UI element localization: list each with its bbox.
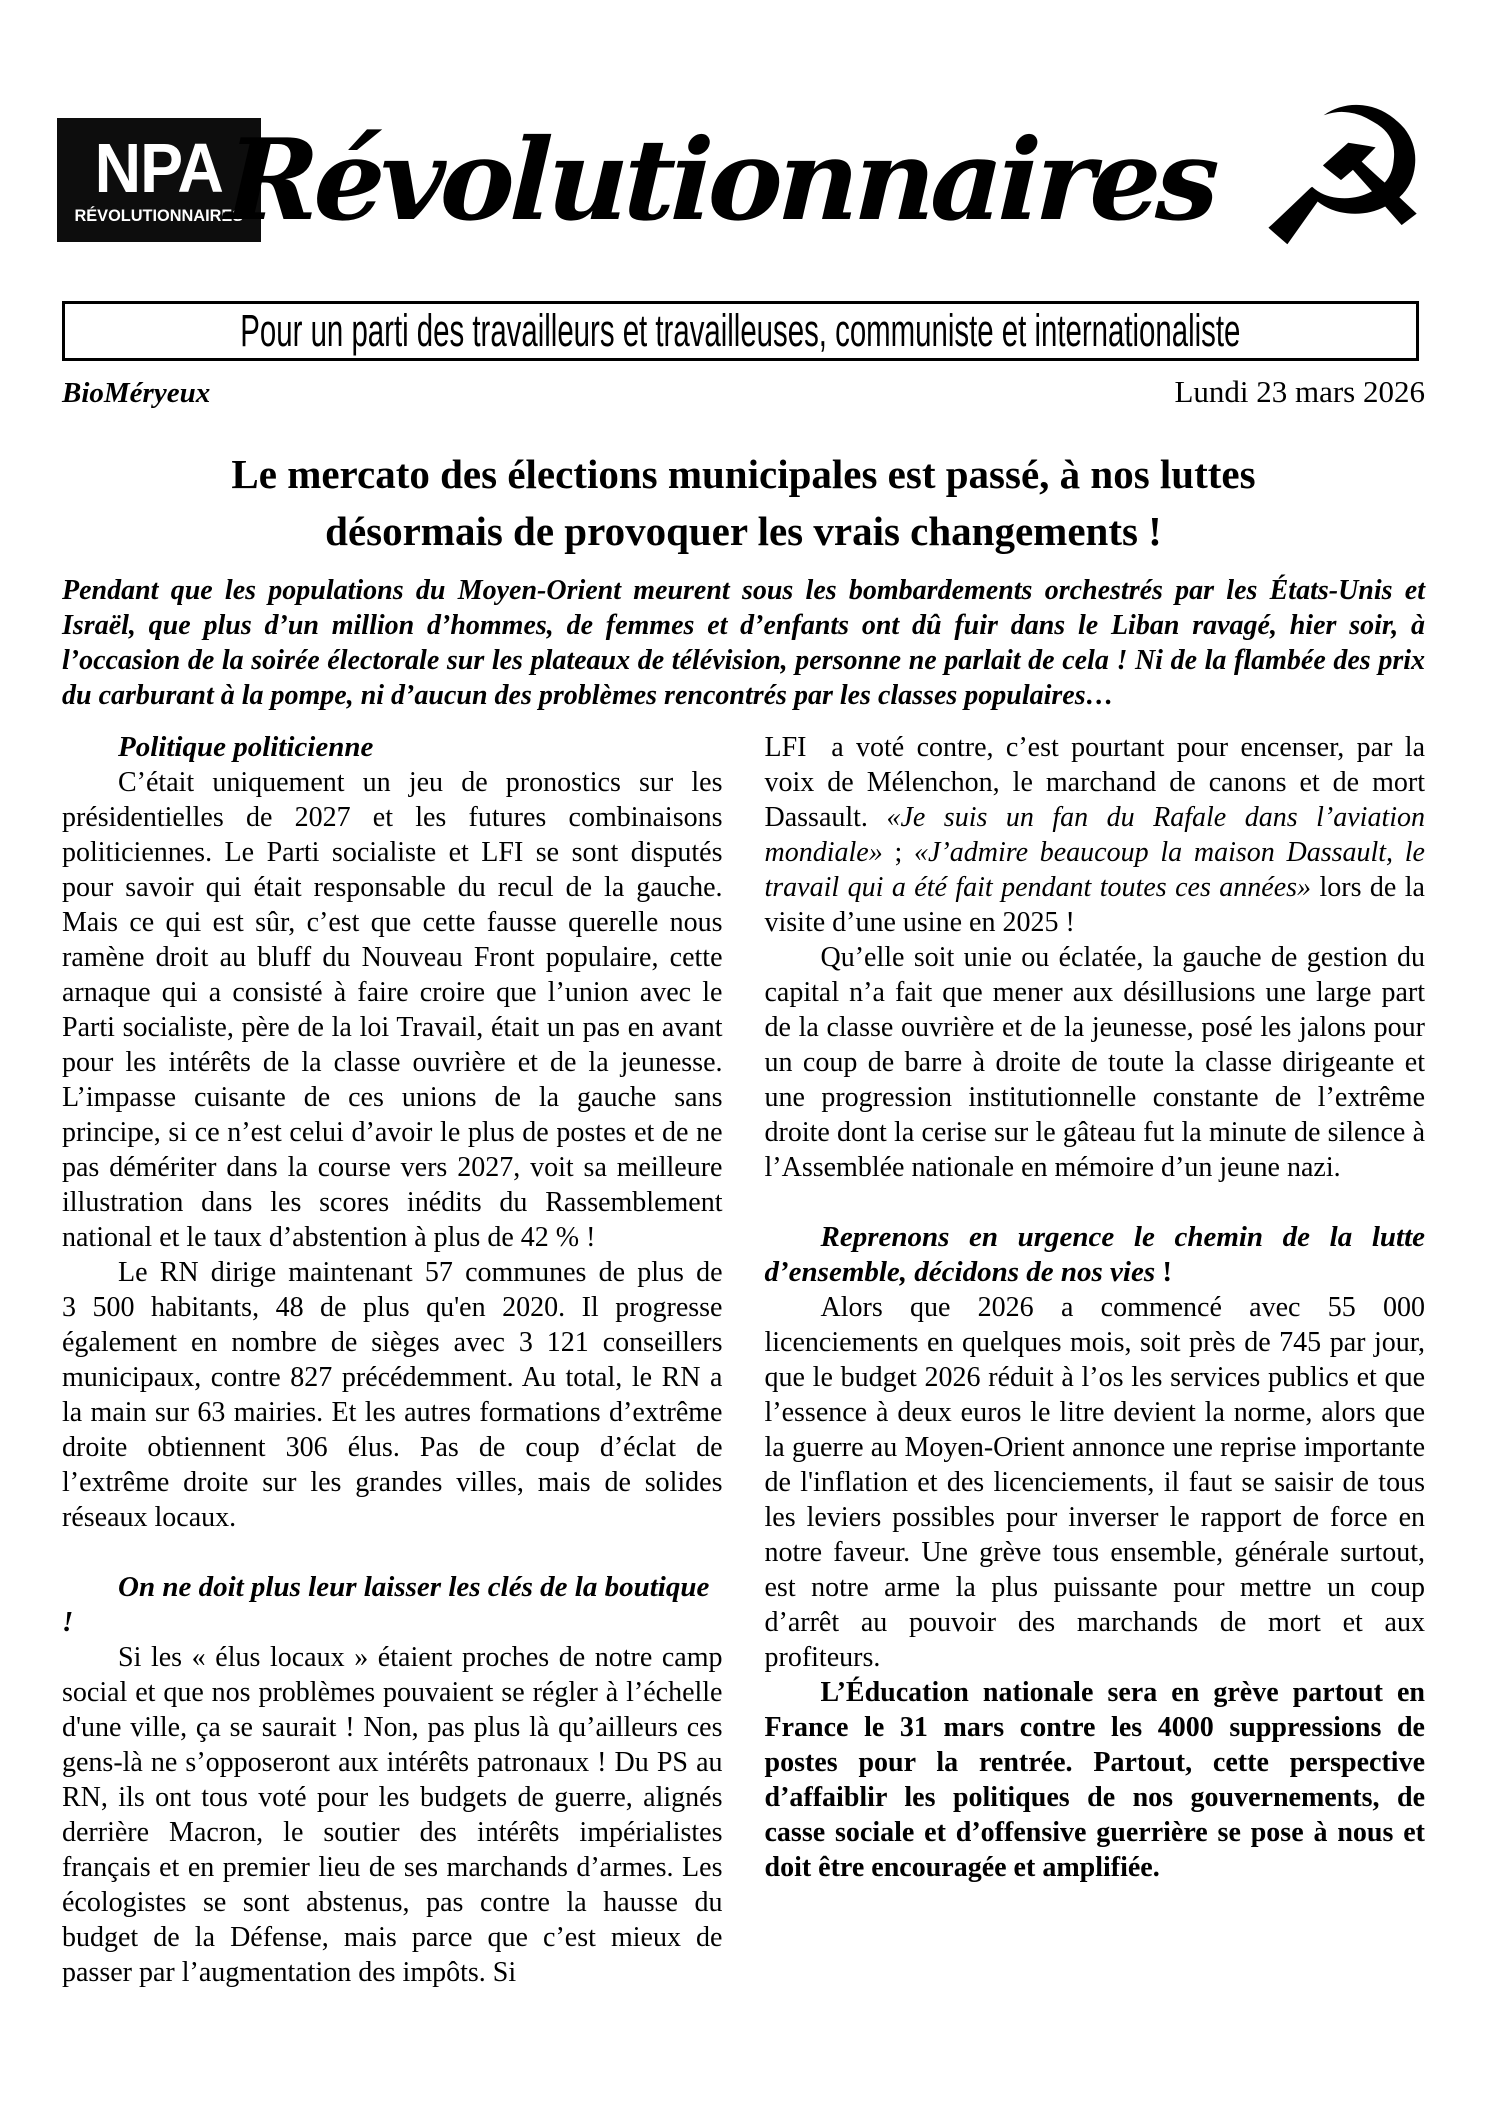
- section-heading-reprenons-text: Reprenons en urgence le chemin de la lutte d’ensemble, décidons de nos vies: [764, 1221, 1425, 1288]
- section-heading-reprenons: [765, 1220, 1426, 1290]
- paragraph-4-separator: ;: [882, 837, 914, 868]
- article-title-line2: désormais de provoquer les vrais changements !: [325, 508, 1162, 554]
- left-column: [62, 730, 723, 1990]
- melenchon-quote-1: «Je suis un fan du Rafale dans l’aviation mondiale»: [764, 802, 1425, 868]
- paragraph-5: Qu’elle soit unie ou éclatée, la gauche de gestion du capital n’a fait que mener aux désillusions une large part de la classe ouvrière et de la jeunesse, posé les jalons pour un coup de barre à droite de toute la classe dirigeante et une progression institutionnelle constante de l’extrême droite dont la cerise sur le gâteau fut la minute de silence à l’Assemblée nationale en mémoire d’un jeune nazi.: [764, 942, 1425, 1183]
- melenchon-quote-2: «J’admire beaucoup la maison Dassault, le travail qui a été fait pendant toutes ces années»: [764, 837, 1425, 903]
- right-column: [765, 730, 1426, 1990]
- hammer-sickle-icon: ☭: [1245, 56, 1448, 307]
- article-title-line1: Le mercato des élections municipales est passé, à nos luttes: [231, 451, 1256, 497]
- issue-date: Lundi 23 mars 2026: [1174, 374, 1425, 409]
- article-lede: Pendant que les populations du Moyen-Orient meurent sous les bombardements orchestrés par les États-Unis et Israël, que plus d’un million d’hommes, de femmes et d’enfants ont dû fuir dans le Liban ravagé, hier soir, à l’occasion de la soirée électorale sur les plateaux de télévision, personne ne parlait de cela ! Ni de la flambée des prix du carburant à la pompe, ni d’aucun des problèmes rencontrés par les classes populaires…: [62, 575, 1425, 711]
- paragraph-1: C’était uniquement un jeu de pronostics sur les présidentielles de 2027 et les futures combinaisons politiciennes. Le Parti socialiste et LFI se sont disputés pour savoir qui était responsable du recul de la gauche. Mais ce qui est sûr, c’est que cette fausse querelle nous ramène droit au bluff du Nouveau Front populaire, cette arnaque qui a consisté à faire croire que l’union avec le Parti socialiste, père de la loi Travail, était un pas en avant pour les intérêts de la classe ouvrière et de la jeunesse. L’impasse cuisante de ces unions de la gauche sans principe, si ce n’est celui d’avoir le plus de postes et de ne pas démériter dans la course vers 2027, voit sa meilleure illustration dans les scores inédits du Rassemblement national et le taux d’abstention à plus de 42 % !: [62, 767, 723, 1253]
- tagline-text: Pour un parti des travailleurs et travailleuses, communiste et internationaliste: [240, 305, 1241, 356]
- npa-logo-subtext: RÉVOLUTIONNAIRES: [74, 206, 244, 225]
- paragraph-7-bold: L’Éducation nationale sera en grève partout en France le 31 mars contre les 4000 suppressions de postes pour la rentrée. Partout, cette perspective d’affaiblir les politiques de nos gouvernements, de casse sociale et d’offensive guerrière se pose à nous et doit être encouragée et amplifiée.: [764, 1677, 1425, 1883]
- article: [62, 446, 1425, 1990]
- tagline-banner: [62, 301, 1419, 361]
- paragraph-3: Si les « élus locaux » étaient proches de notre camp social et que nos problèmes pouvaient se régler à l’échelle d'une ville, ça se saurait ! Non, pas plus là qu’ailleurs ces gens-là ne s’opposeront aux intérêts patronaux ! Du PS au RN, ils ont tous voté pour les budgets de guerre, alignés derrière Macron, le soutier des intérêts impérialistes français et en premier lieu de ses marchands d’armes. Les écologistes se sont abstenus, pas contre la hausse du budget de la Défense, mais parce que c’est mieux de passer par l’augmentation des impôts. Si: [62, 1642, 723, 1988]
- section-heading-boutique: On ne doit plus leur laisser les clés de la boutique !: [62, 1571, 710, 1638]
- paragraph-4-end: lors de la visite d’une usine en 2025 !: [764, 872, 1425, 938]
- section-heading-reprenons-exclamation: !: [1155, 1256, 1173, 1288]
- article-columns: [62, 730, 1425, 1990]
- masthead-title: Révolutionnaires: [223, 115, 1217, 246]
- paragraph-4-text: LFI a voté contre, c’est pourtant pour encenser, par la voix de Mélenchon, le marchand de canons et de mort Dassault.: [764, 732, 1425, 833]
- byline: BioMéryeux: [62, 377, 211, 409]
- paragraph-6: Alors que 2026 a commencé avec 55 000 licenciements en quelques mois, soit près de 745 par jour, que le budget 2026 réduit à l’os les services publics et que l’essence à deux euros le litre devient la norme, alors que la guerre au Moyen-Orient annonce une reprise importante de l'inflation et des licenciements, il faut se saisir de tous les leviers possibles pour inverser le rapport de force en notre faveur. Une grève tous ensemble, générale surtout, est notre arme la plus puissante pour mettre un coup d’arrêt au pouvoir des marchands de mort et aux profiteurs.: [764, 1292, 1425, 1673]
- paragraph-2: Le RN dirige maintenant 57 communes de plus de 3 500 habitants, 48 de plus qu'en 2020. Il progresse également en nombre de sièges avec 3 121 conseillers municipaux, contre 827 précédemment. Au total, le RN a la main sur 63 mairies. Et les autres formations d’extrême droite obtiennent 306 élus. Pas de coup d’éclat de l’extrême droite sur les grandes villes, mais de solides réseaux locaux.: [62, 1257, 723, 1533]
- meta-row: [62, 374, 1425, 410]
- section-heading-politique: Politique politicienne: [118, 731, 374, 763]
- article-title: [62, 446, 1425, 560]
- npa-logo-text: NPA: [94, 129, 224, 207]
- paragraph-4: [765, 730, 1426, 940]
